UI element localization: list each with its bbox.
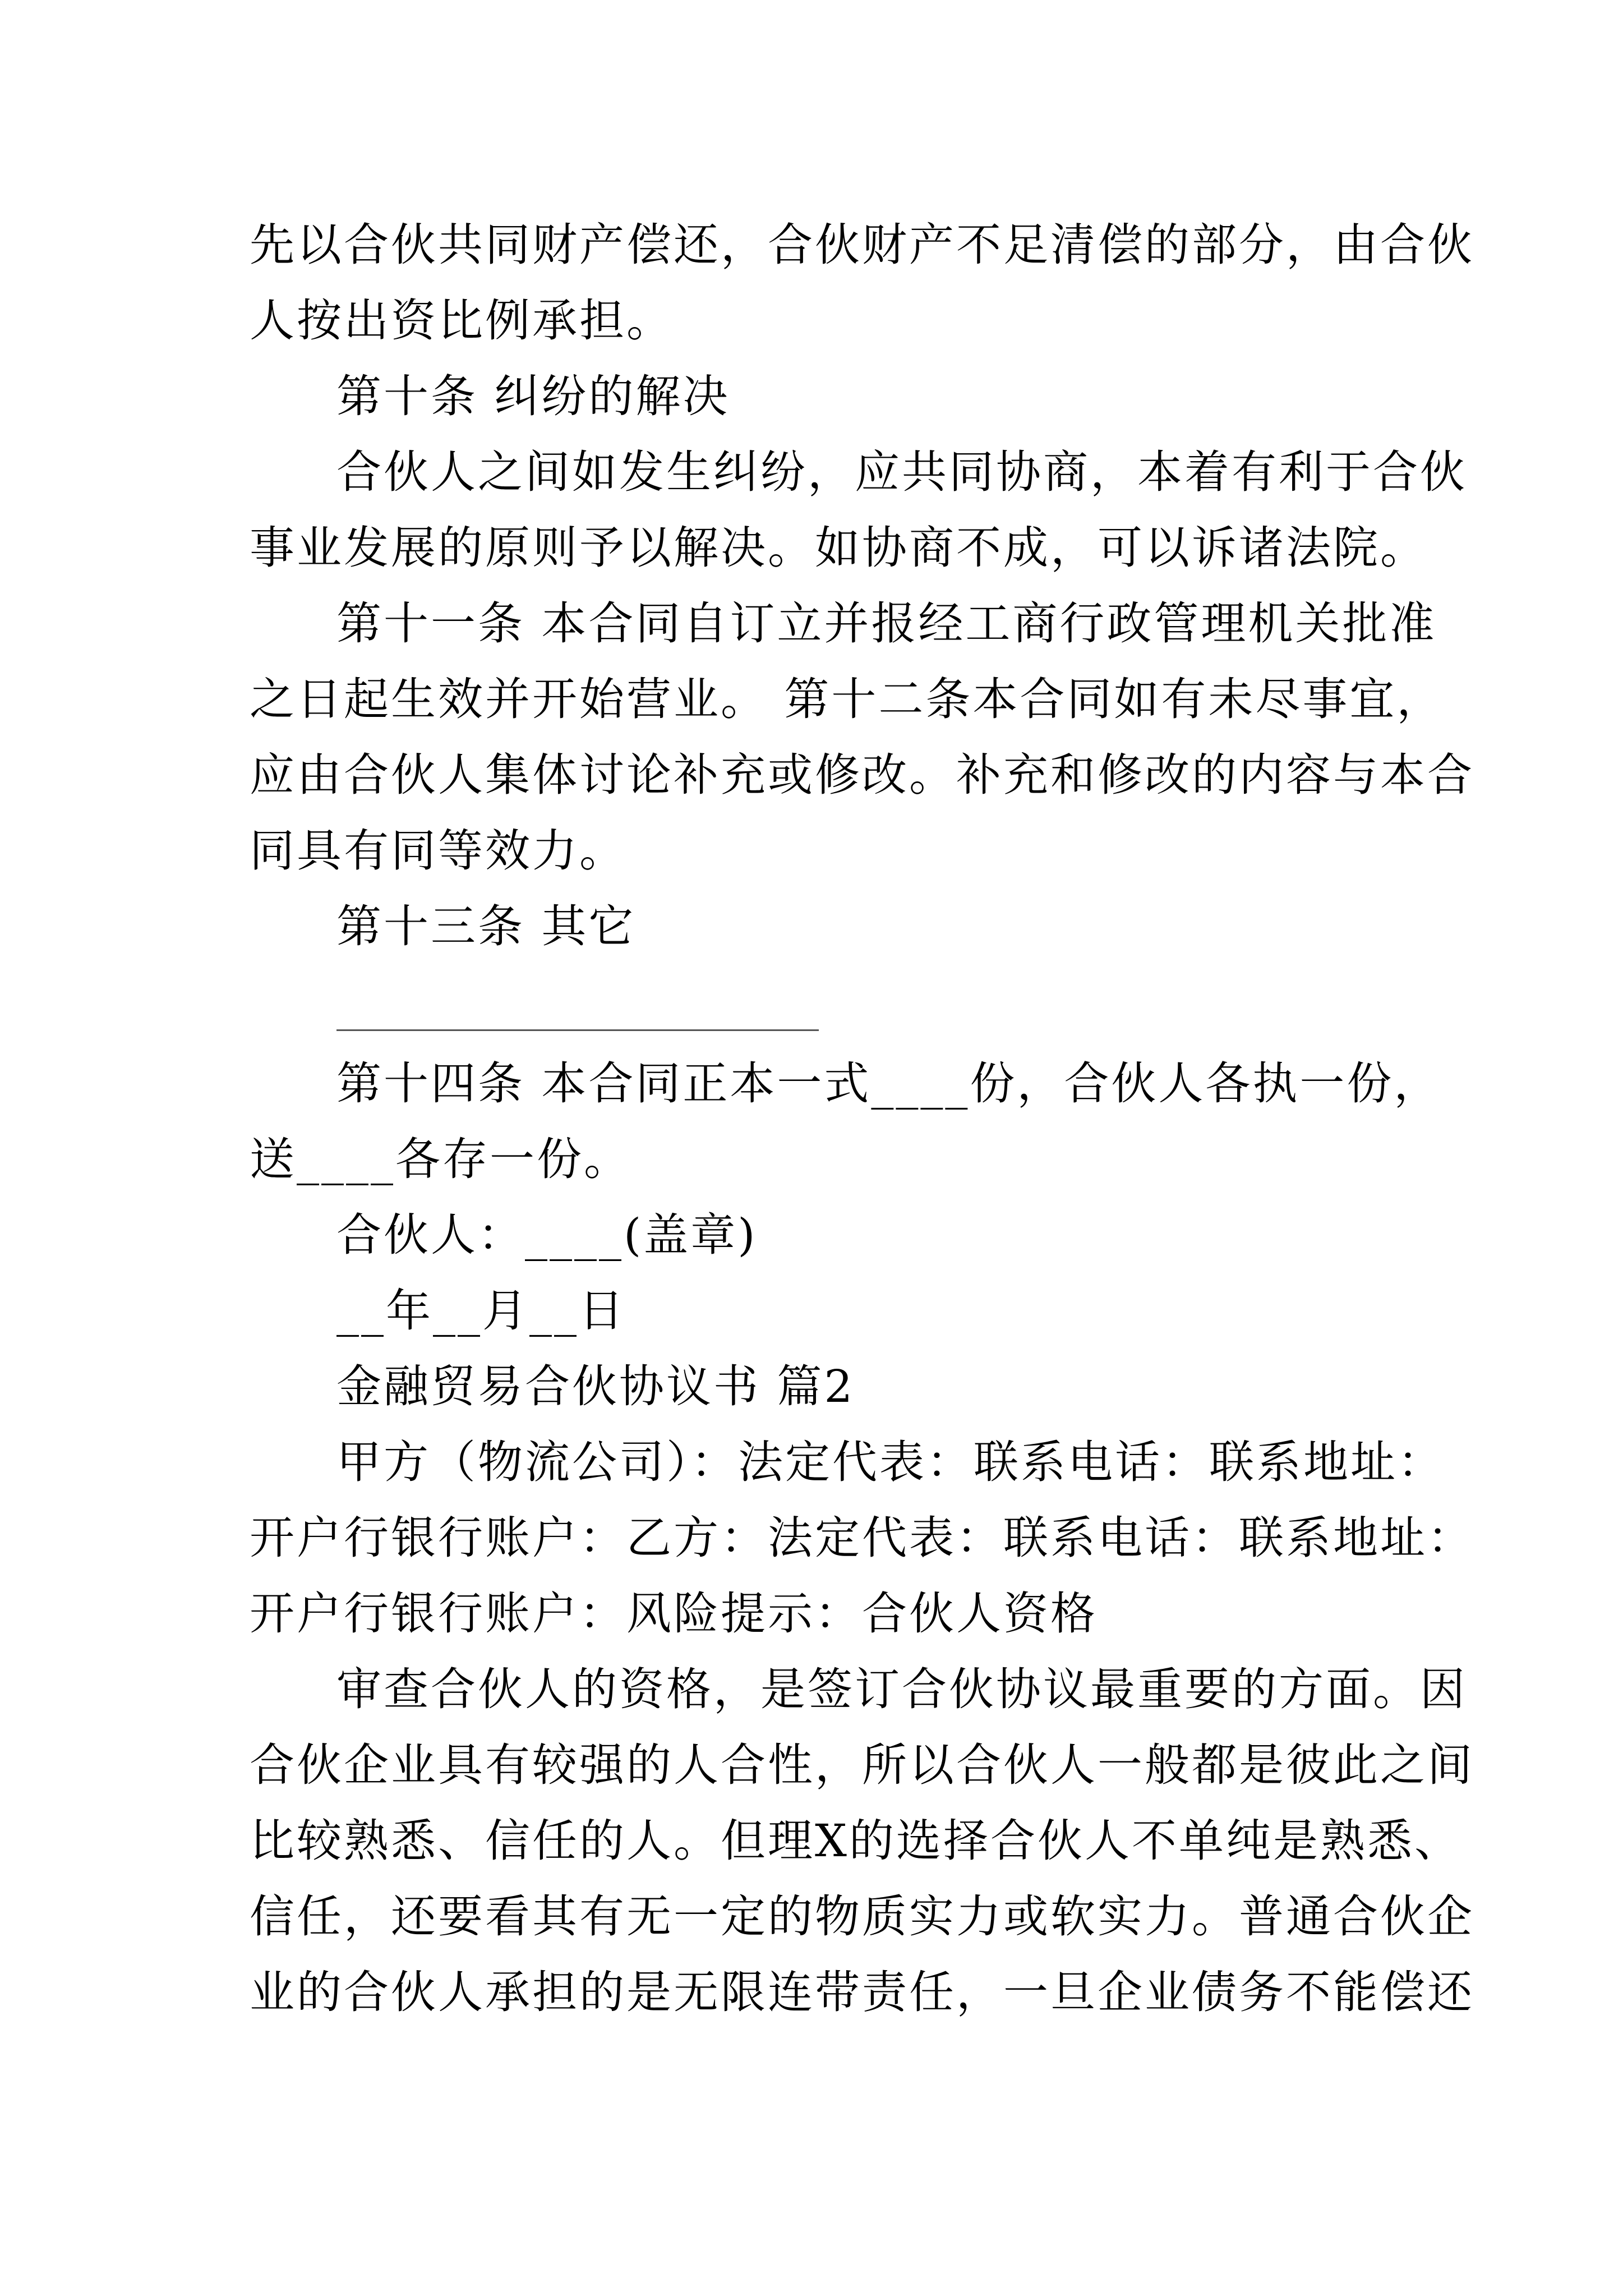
text-line: 合伙人之间如发生纠纷，应共同协商，本着有利于合伙 (336, 446, 1467, 498)
text-line: 比较熟悉、信任的人。但理X的选择合伙人不单纯是熟悉、 (250, 1815, 1461, 1867)
text-line: 同具有同等效力。 (250, 825, 626, 877)
text-line: 甲方（物流公司）：法定代表：联系电话：联系地址： (336, 1436, 1445, 1488)
text-line: 第十一条 本合同自订立并报经工商行政管理机关批准 (336, 597, 1437, 650)
text-line: 事业发展的原则予以解决。如协商不成，可以诉诸法院。 (250, 522, 1427, 574)
text-line: 应由合伙人集体讨论补充或修改。补充和修改的内容与本合 (250, 749, 1474, 801)
blank-fill-line (336, 1029, 819, 1031)
text-line: 业的合伙人承担的是无限连带责任，一旦企业债务不能偿还 (250, 1966, 1474, 2018)
text-line: 开户行银行账户：乙方：法定代表：联系电话：联系地址： (250, 1512, 1474, 1564)
text-line: 合伙企业具有较强的人合性，所以合伙人一般都是彼此之间 (250, 1739, 1474, 1791)
signature-line: 合伙人：____(盖章) (336, 1209, 758, 1261)
text-line: 送____各存一份。 (250, 1133, 631, 1185)
text-line: 之日起生效并开始营业。 第十二条本合同如有未尽事宜， (250, 673, 1444, 725)
text-line: 第十四条 本合同正本一式____份，合伙人各执一份， (336, 1057, 1441, 1110)
text-line: 信任，还要看其有无一定的物质实力或软实力。普通合伙企 (250, 1890, 1474, 1943)
text-line: 审查合伙人的资格，是签订合伙协议最重要的方面。因 (336, 1663, 1467, 1715)
text-line: 开户行银行账户：风险提示：合伙人资格 (250, 1588, 1098, 1640)
document-title: 金融贸易合伙协议书 篇2 (336, 1360, 855, 1412)
date-line: __年__月__日 (336, 1285, 626, 1337)
section-heading: 第十三条 其它 (336, 900, 636, 953)
text-line: 先以合伙共同财产偿还，合伙财产不足清偿的部分，由合伙 (250, 219, 1474, 271)
section-heading: 第十条 纠纷的解决 (336, 370, 730, 422)
text-line: 人按出资比例承担。 (250, 295, 674, 347)
